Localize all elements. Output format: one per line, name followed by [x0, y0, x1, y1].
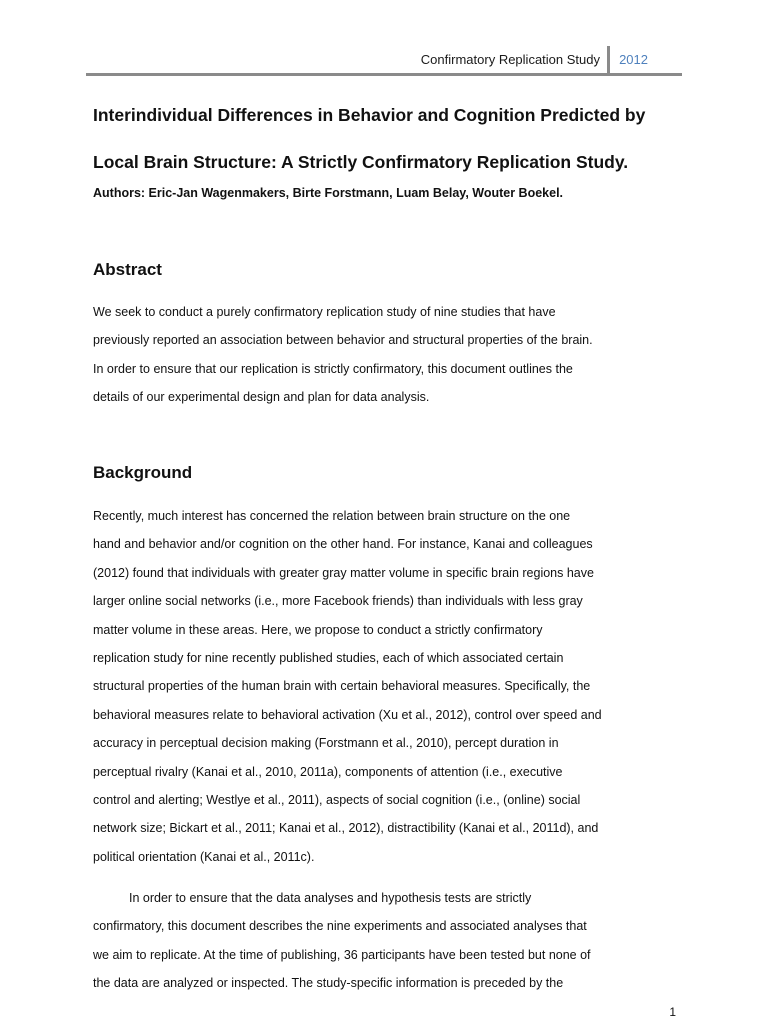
text-line: perceptual rivalry (Kanai et al., 2010, 2011a), components of attention (i.e., executive: [93, 764, 563, 779]
title-line: Interindividual Differences in Behavior and Cognition Predicted by: [93, 105, 646, 125]
text-line: replication study for nine recently published studies, each of which associated certain: [93, 651, 564, 666]
background-paragraph-1: [93, 502, 683, 871]
text-line: structural properties of the human brain with certain behavioral measures. Specifically, the: [93, 679, 591, 694]
text-line: matter volume in these areas. Here, we propose to conduct a strictly confirmatory: [93, 622, 543, 637]
authors-line: Authors: Eric-Jan Wagenmakers, Birte Forstmann, Luam Belay, Wouter Boekel.: [93, 186, 564, 200]
text-line: hand and behavior and/or cognition on the other hand. For instance, Kanai and colleagues: [93, 537, 593, 552]
text-line: the data are analyzed or inspected. The study-specific information is preceded by the: [93, 976, 564, 991]
header-year: 2012: [619, 52, 648, 67]
text-line: confirmatory, this document describes the nine experiments and associated analyses that: [93, 919, 587, 934]
text-line: we aim to replicate. At the time of publishing, 36 participants have been tested but none of: [93, 947, 591, 962]
background-heading: Background: [93, 463, 193, 482]
paper-title: [93, 92, 693, 186]
title-line: Local Brain Structure: A Strictly Confirmatory Replication Study.: [93, 152, 629, 172]
text-line: previously reported an association between behavior and structural properties of the brain.: [93, 333, 593, 348]
text-line: details of our experimental design and plan for data analysis.: [93, 390, 430, 405]
text-line: Recently, much interest has concerned the relation between brain structure on the one: [93, 509, 571, 523]
header-divider: [607, 46, 610, 76]
text-line: In order to ensure that the data analyses and hypothesis tests are strictly: [129, 891, 532, 905]
text-line: We seek to conduct a purely confirmatory replication study of nine studies that have: [93, 305, 556, 319]
abstract-heading: Abstract: [93, 260, 162, 279]
abstract-paragraph: [93, 298, 683, 412]
text-line: larger online social networks (i.e., more Facebook friends) than individuals with less gray: [93, 594, 583, 609]
text-line: (2012) found that individuals with greater gray matter volume in specific brain regions have: [93, 565, 594, 580]
header-rule: [86, 73, 682, 76]
running-title: Confirmatory Replication Study: [420, 52, 600, 67]
text-line: accuracy in perceptual decision making (Forstmann et al., 2010), percept duration in: [93, 736, 559, 751]
text-line: network size; Bickart et al., 2011; Kanai et al., 2012), distractibility (Kanai et al., 2011d), and: [93, 821, 599, 836]
text-line: political orientation (Kanai et al., 2011c).: [93, 849, 315, 864]
background-paragraph-2: [93, 884, 683, 998]
text-line: In order to ensure that our replication is strictly confirmatory, this document outlines the: [93, 361, 573, 376]
text-line: behavioral measures relate to behavioral activation (Xu et al., 2012), control over speed and: [93, 707, 602, 722]
text-line: control and alerting; Westlye et al., 2011), aspects of social cognition (i.e., (online) social: [93, 793, 581, 808]
page-number: 1: [669, 1005, 676, 1019]
running-header: [86, 46, 682, 76]
